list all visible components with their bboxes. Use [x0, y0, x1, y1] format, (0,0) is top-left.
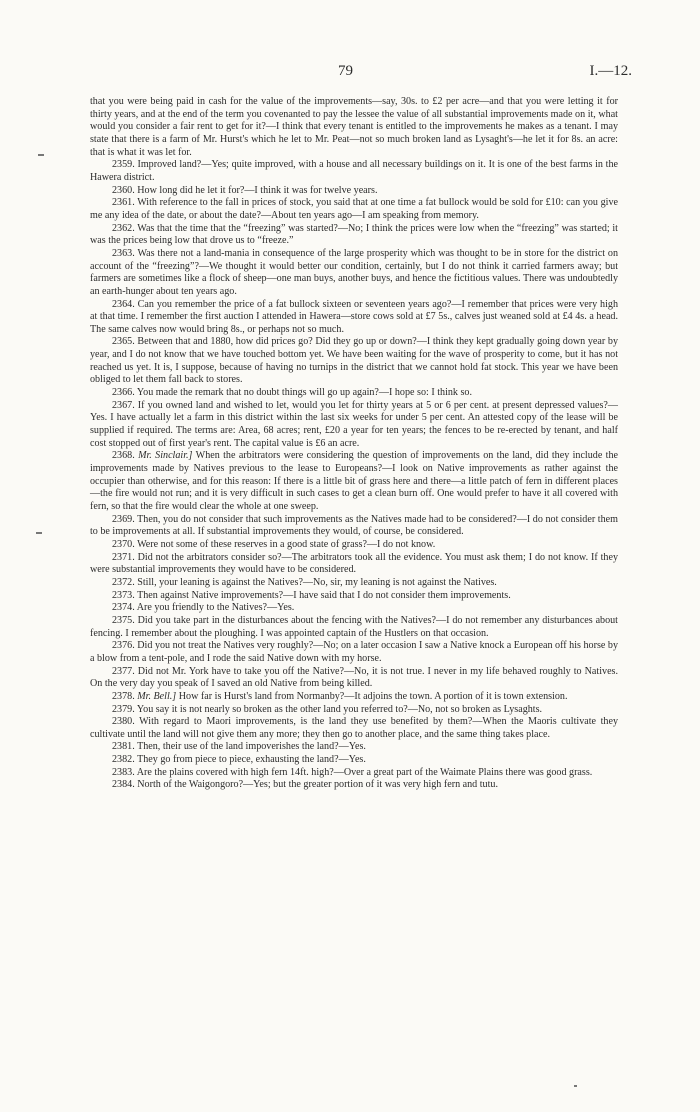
paragraph-text: Then, you do not consider that such improvements as the Natives made had to be considered?—I do not consider them to be improvements at all. If substantial improvements they would, of course, be considered.	[90, 513, 618, 538]
page-number: 79	[338, 63, 353, 79]
testimony-paragraph	[90, 691, 618, 704]
paragraph-text: Then, their use of the land impoverishes the land?—Yes.	[137, 741, 366, 753]
testimony-paragraph	[90, 223, 618, 248]
question-number: 2372.	[112, 576, 135, 588]
question-number: 2361.	[112, 197, 135, 209]
question-number: 2365.	[112, 336, 135, 348]
question-number: 2377.	[112, 665, 135, 677]
testimony-paragraph	[90, 96, 618, 159]
question-number: 2366.	[112, 387, 135, 399]
testimony-paragraph	[90, 185, 618, 198]
testimony-paragraph	[90, 159, 618, 184]
paragraph-text: Were not some of these reserves in a good state of grass?—I do not know.	[137, 538, 436, 550]
paragraph-text: Then against Native improvements?—I have said that I do not consider them improvements.	[137, 589, 511, 601]
paragraph-text: Was there not a land-mania in consequence of the large prosperity which was thought to be in store for the district on account of the “freezing”?—We thought it would better our condition, certainly, but I do not think it carried farmers away; but farmers are sometimes like a flock of sheep—one man buys, another buys, and hence the fictitious values. There was undoubtedly an earth-hunger about ten years ago.	[90, 247, 618, 297]
testimony-paragraph	[90, 602, 618, 615]
question-number: 2363.	[112, 247, 135, 259]
paragraph-text: How long did he let it for?—I think it was for twelve years.	[137, 184, 378, 196]
paragraph-text: When the arbitrators were considering the question of improvements on the land, did they include the improvements made by Natives previous to the lease to Europeans?—I look on Native improvements as rather against the occupier than otherwise, and for this reason: If there is a little bit of grass here and there—a little patch of fern in different places—the fire would not run; and it is very difficult in such cases to get a clean burn off. One would prefer to have it all covered with fern, so that the fire would clear the whole at one sweep.	[90, 450, 619, 512]
paragraph-text: Are the plains covered with high fern 14ft. high?—Over a great part of the Waimate Plains there was good grass.	[136, 766, 593, 778]
paragraph-text: Between that and 1880, how did prices go? Did they go up or down?—I think they kept gradually going down year by year, and I do not know that we have touched bottom yet. We have been waiting for the wave of prosperity to come, but it has not reached us yet. It is, I suppose, because of having no turnips in the district that we cannot hold fat stock. This year we have been obliged to let them fall back to stores.	[90, 336, 618, 386]
question-number: 2362.	[112, 222, 135, 234]
testimony-paragraph	[90, 615, 618, 640]
paragraph-text: Still, your leaning is against the Natives?—No, sir, my leaning is not against the Natives.	[137, 576, 497, 588]
testimony-paragraph	[90, 539, 618, 552]
margin-mark	[38, 154, 44, 156]
question-number: 2364.	[112, 298, 135, 310]
paragraph-text: Did you not treat the Natives very roughly?—No; on a later occasion I saw a Native knock a European off his horse by a blow from a tent-pole, and I rode the said Native down with my horse.	[90, 640, 618, 664]
testimony-paragraph	[90, 704, 618, 717]
testimony-paragraph	[90, 400, 618, 451]
question-number: 2378.	[112, 690, 135, 702]
testimony-paragraph	[90, 590, 618, 603]
testimony-paragraph	[90, 767, 618, 780]
testimony-paragraph	[90, 666, 618, 691]
testimony-paragraph	[90, 779, 618, 792]
testimony-paragraph	[90, 552, 618, 577]
testimony-paragraph	[90, 336, 618, 387]
testimony-paragraph	[90, 299, 618, 337]
testimony-paragraph	[90, 640, 618, 665]
document-reference: I.—12.	[589, 63, 632, 79]
paragraph-text: Did not Mr. York have to take you off the Native?—No, it is not true. I never in my life behaved roughly to Natives. On the very day you speak of I saved an old Native from being killed.	[90, 665, 618, 690]
question-number: 2371.	[112, 551, 135, 563]
page-header	[0, 63, 700, 83]
paragraph-text: Can you remember the price of a fat bullock sixteen or seventeen years ago?—I remember that prices were very high at that time. I remember the first auction I attended in Hawera—store cows sold at £7 5s., calves just weaned sold at £4 4s. a head. The same calves now would bring 8s., or perhaps not so much.	[90, 298, 618, 335]
margin-mark	[36, 532, 42, 534]
question-number: 2359.	[112, 159, 135, 171]
question-number: 2360.	[112, 184, 135, 196]
question-number: 2373.	[112, 589, 135, 601]
paragraph-text: They go from piece to piece, exhausting the land?—Yes.	[137, 754, 366, 766]
question-number: 2384.	[112, 779, 135, 791]
speaker-label: Mr. Bell.]	[137, 690, 177, 702]
testimony-paragraph	[90, 450, 618, 513]
paragraph-text: You made the remark that no doubt things will go up again?—I hope so: I think so.	[136, 387, 472, 399]
paragraph-text: that you were being paid in cash for the value of the improvements—say, 30s. to £2 per acre—and that you were letting it for thirty years, and at the end of the term you covenanted to pay the lessee the value of all substantial improvements made on it, what would you consider a fair rent to get for it?—I think that every tenant is entitled to the improvements he makes as a tenant. I may state that there is a farm of Mr. Hurst's which he let to Mr. Peat—not so much broken land as Lysaght's—he let it for 8s. an acre: that is what it was let for.	[90, 96, 618, 158]
question-number: 2370.	[112, 538, 135, 550]
question-number: 2367.	[112, 399, 135, 411]
paragraph-text: With regard to Maori improvements, is the land they use benefited by them?—When the Maoris cultivate they cultivate until the land will not give them any more; they then go to another place, and the same thing takes place.	[90, 716, 618, 740]
question-number: 2380.	[112, 716, 135, 728]
question-number: 2379.	[112, 703, 135, 715]
paragraph-text: Was that the time that the “freezing” was started?—No; I think the prices were low when the “freezing” was started; it was the prices being low that drove us to “freeze.”	[90, 222, 618, 247]
testimony-paragraph	[90, 741, 618, 754]
paragraph-text: North of the Waigongoro?—Yes; but the greater portion of it was very high fern and tutu.	[137, 779, 498, 791]
paragraph-text: How far is Hurst's land from Normanby?—It adjoins the town. A portion of it is town extension.	[178, 690, 568, 702]
question-number: 2369.	[112, 513, 135, 525]
margin-mark	[574, 1085, 577, 1087]
paragraph-text: Did you take part in the disturbances about the fencing with the Natives?—I do not remember any disturbances about fencing. I remember about the ploughing. I was appointed captain of the Hustlers on that occasion.	[90, 614, 618, 639]
question-number: 2381.	[112, 741, 135, 753]
testimony-body	[90, 96, 618, 792]
testimony-paragraph	[90, 716, 618, 741]
question-number: 2376.	[112, 640, 135, 652]
paragraph-text: Are you friendly to the Natives?—Yes.	[136, 602, 295, 614]
testimony-paragraph	[90, 248, 618, 299]
question-number: 2374.	[112, 602, 135, 614]
testimony-paragraph	[90, 514, 618, 539]
testimony-paragraph	[90, 577, 618, 590]
paragraph-text: Improved land?—Yes; quite improved, with a house and all necessary buildings on it. It is one of the best farms in the Hawera district.	[90, 159, 619, 183]
speaker-label: Mr. Sinclair.]	[138, 450, 193, 462]
testimony-paragraph	[90, 754, 618, 767]
question-number: 2375.	[112, 614, 135, 626]
paragraph-text: You say it is not nearly so broken as the other land you referred to?—No, not so broken as Lysaghts.	[136, 703, 543, 715]
testimony-paragraph	[90, 387, 618, 400]
paragraph-text: If you owned land and wished to let, would you let for thirty years at 5 or 6 per cent. at present depressed values?—Yes. I have actually let a farm in this district within the last six weeks for under 5 per cent. An attested copy of the lease will be supplied if required. The terms are: Area, 68 acres; rent, £20 a year for ten years; the fences to be re-erected by tenant, and half cost stopped out of first year's rent. The capital value is £6 an acre.	[90, 399, 618, 449]
question-number: 2382.	[112, 754, 135, 766]
paragraph-text: Did not the arbitrators consider so?—The arbitrators took all the evidence. You must ask them; I do not know. If they were substantial improvements they would have to be considered.	[90, 551, 618, 576]
testimony-paragraph	[90, 197, 618, 222]
question-number: 2383.	[112, 766, 135, 778]
paragraph-text: With reference to the fall in prices of stock, you said that at one time a fat bullock would be sold for £10: can you give me any idea of the date, or about the date?—About ten years ago—I am speaking from memory.	[90, 197, 618, 221]
question-number: 2368.	[112, 450, 135, 462]
